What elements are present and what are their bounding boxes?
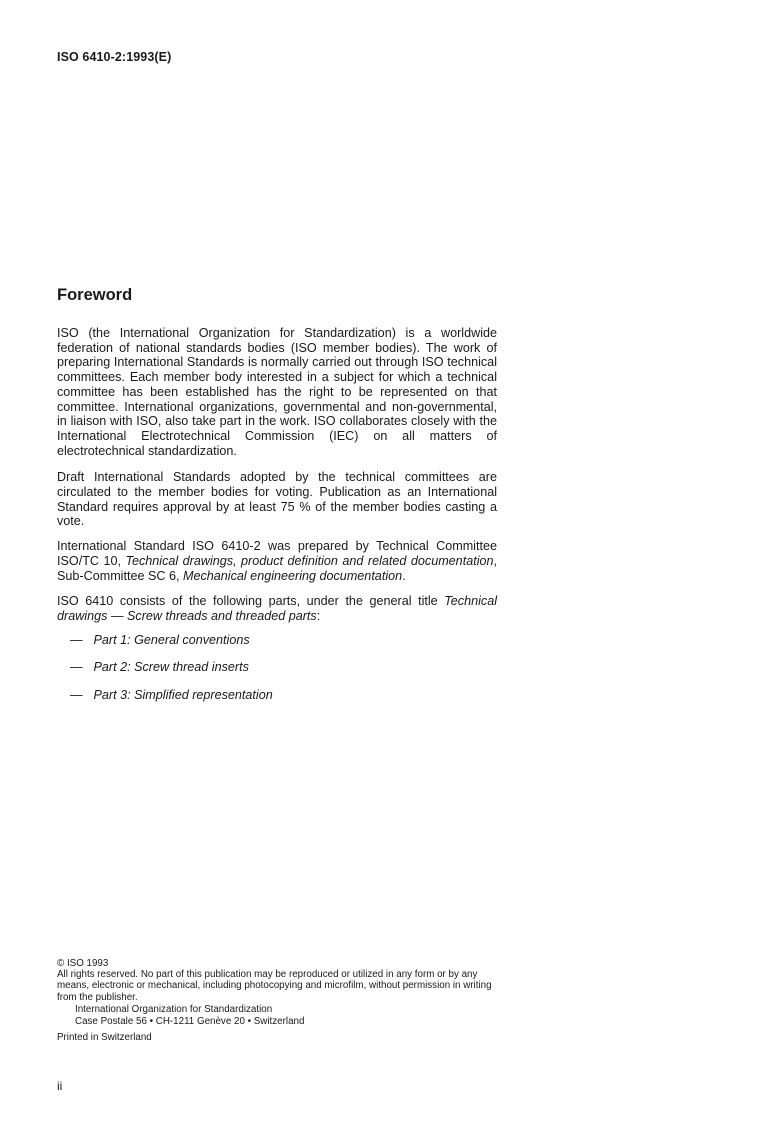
dash: —: [70, 632, 83, 647]
p3-text-after: .: [402, 568, 406, 583]
sc-title: Mechanical engineering documentation: [182, 568, 403, 583]
part-title: General conventions: [134, 632, 250, 647]
foreword-paragraph-4: [57, 594, 497, 623]
rights-text: All rights reserved. No part of this publication may be reproduced or utilized in any form or by any means, electronic or mechanical, including photocopying and microfilm, without permission in writing from the publisher.: [57, 969, 492, 1003]
part-title: Screw thread inserts: [134, 660, 249, 675]
foreword-paragraph-2: Draft International Standards adopted by the technical committees are circulated to the member bodies for voting. Publication as an International Standard requires approval by at least 75 % of the member bodies casting a vote.: [57, 470, 497, 529]
part-number: Part 1:: [93, 632, 131, 647]
list-item: [57, 660, 497, 675]
dash: —: [70, 660, 83, 675]
list-item: [57, 633, 497, 648]
general-title: Technical drawings — Screw threads and threaded parts: [57, 594, 497, 623]
part-number: Part 2:: [93, 660, 131, 675]
copyright-block: [57, 958, 502, 1043]
part-title: Simplified representation: [134, 688, 273, 703]
parts-list: [57, 633, 497, 703]
foreword-heading: Foreword: [57, 286, 133, 304]
foreword-paragraph-1: ISO (the International Organization for Standardization) is a worldwide federation of national standards bodies (ISO member bodies). The work of preparing International Standards is normally carried out through ISO technical committees. Each member body interested in a subject for which a technical committee has been established has the right to be represented on that committee. International organizations, governmental and non-governmental, in liaison with ISO, also take part in the work. ISO collaborates closely with the International Electrotechnical Commission (IEC) on all matters of electrotechnical standardization.: [57, 326, 497, 458]
foreword-paragraph-3: [57, 539, 497, 583]
page-number: ii: [57, 1079, 63, 1093]
p4-text-before: ISO 6410 consists of the following parts, under the general title: [57, 594, 445, 609]
organization-name: International Organization for Standardization: [75, 1003, 273, 1015]
organization-address: Case Postale 56 • CH-1211 Genève 20 • Switzerland: [75, 1016, 305, 1028]
p3-text-middle: , Sub-Committee SC 6,: [57, 553, 497, 583]
document-id: ISO 6410-2:1993(E): [57, 50, 172, 64]
copyright-line: © ISO 1993: [57, 958, 109, 969]
part-number: Part 3:: [93, 688, 131, 703]
p4-text-after: :: [316, 608, 321, 623]
p3-text-before: International Standard ISO 6410-2 was prepared by Technical Committee ISO/TC 10,: [57, 539, 497, 568]
foreword-body: [57, 326, 497, 716]
dash: —: [70, 688, 83, 703]
list-item: [57, 688, 497, 703]
printed-in: Printed in Switzerland: [57, 1032, 152, 1044]
tc-title: Technical drawings, product definition and related documentation: [125, 553, 494, 568]
